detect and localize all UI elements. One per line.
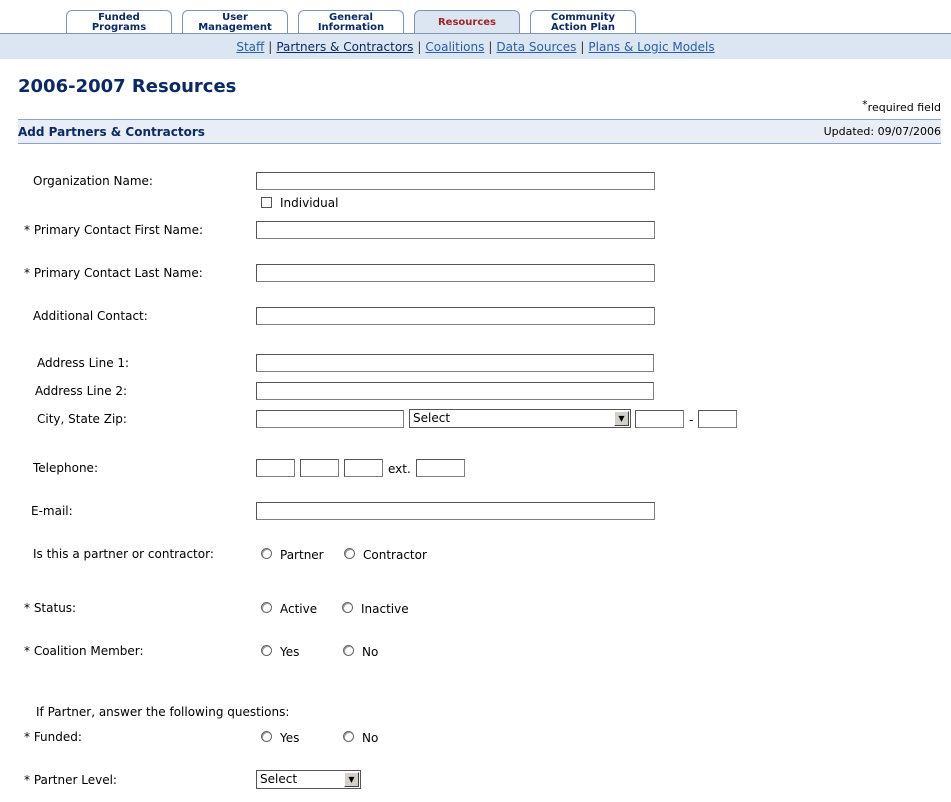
additional-contact-label: Additional Contact:: [33, 309, 148, 323]
subnav-coalitions[interactable]: Coalitions: [425, 40, 485, 54]
coalition-yes-label: Yes: [280, 645, 300, 659]
address1-label: Address Line 1:: [37, 356, 130, 370]
phone-area-input[interactable]: [256, 459, 295, 477]
last-name-input[interactable]: [256, 264, 655, 282]
separator: |: [417, 40, 422, 54]
page-title: 2006-2007 Resources: [18, 76, 237, 97]
partner-or-contractor-label: Is this a partner or contractor:: [33, 547, 214, 561]
email-label: E-mail:: [31, 504, 73, 518]
separator: |: [580, 40, 585, 54]
funded-yes-radio[interactable]: [261, 731, 272, 742]
individual-label: Individual: [280, 196, 339, 210]
subnav-data-sources[interactable]: Data Sources: [496, 40, 577, 54]
state-select-value: Select: [413, 411, 451, 425]
funded-no-radio[interactable]: [343, 731, 354, 742]
tab-label: User Management: [198, 12, 272, 33]
zip-ext-input[interactable]: [698, 410, 737, 428]
partner-questions-label: If Partner, answer the following questions:: [36, 705, 290, 719]
section-title: Add Partners & Contractors: [18, 125, 205, 139]
dropdown-arrow-icon: ▼: [344, 772, 359, 787]
tab-funded-programs[interactable]: [66, 10, 172, 34]
tab-general-information[interactable]: [298, 10, 404, 34]
city-state-zip-label: City, State Zip:: [37, 412, 127, 426]
phone-line-input[interactable]: [344, 459, 383, 477]
required-note-text: required field: [867, 101, 941, 114]
partner-level-select-value: Select: [260, 772, 298, 786]
zip-input[interactable]: [635, 410, 684, 428]
individual-checkbox[interactable]: [261, 197, 272, 208]
partner-option-label: Partner: [280, 548, 324, 562]
updated-date: Updated: 09/07/2006: [823, 125, 941, 138]
first-name-input[interactable]: [256, 221, 655, 239]
phone-prefix-input[interactable]: [300, 459, 339, 477]
tab-community-action-plan[interactable]: [530, 10, 636, 34]
active-radio[interactable]: [261, 602, 272, 613]
tab-user-management[interactable]: [182, 10, 288, 34]
address1-input[interactable]: [256, 354, 654, 372]
partner-radio[interactable]: [261, 548, 272, 559]
org-name-input[interactable]: [256, 172, 655, 190]
address2-input[interactable]: [256, 382, 654, 400]
coalition-no-radio[interactable]: [343, 645, 354, 656]
city-input[interactable]: [256, 410, 404, 428]
last-name-label: * Primary Contact Last Name:: [24, 266, 203, 280]
section-header: [18, 119, 941, 144]
phone-ext-input[interactable]: [416, 459, 465, 477]
required-star: *: [862, 98, 868, 111]
inactive-radio[interactable]: [342, 602, 353, 613]
tab-label: General Information: [317, 12, 385, 33]
telephone-label: Telephone:: [33, 461, 98, 475]
subnav-staff[interactable]: Staff: [236, 40, 265, 54]
contractor-option-label: Contractor: [363, 548, 427, 562]
separator: |: [488, 40, 493, 54]
sub-navigation: [0, 34, 951, 59]
separator: |: [268, 40, 273, 54]
funded-no-label: No: [362, 731, 379, 745]
additional-contact-input[interactable]: [256, 307, 655, 325]
partner-level-select[interactable]: [256, 770, 361, 789]
tab-label: Funded Programs: [91, 12, 147, 33]
partner-level-label: * Partner Level:: [24, 773, 117, 787]
subnav-plans-logic-models[interactable]: Plans & Logic Models: [588, 40, 715, 54]
subnav-partners-contractors[interactable]: Partners & Contractors: [276, 40, 414, 54]
tab-resources[interactable]: [414, 10, 520, 34]
zip-dash: -: [689, 413, 694, 427]
contractor-radio[interactable]: [344, 548, 355, 559]
tab-label: Resources: [437, 17, 497, 28]
funded-yes-label: Yes: [280, 731, 300, 745]
tab-label: Community Action Plan: [550, 12, 615, 33]
inactive-option-label: Inactive: [361, 602, 409, 616]
org-name-label: Organization Name:: [33, 174, 153, 188]
funded-label: * Funded:: [24, 730, 82, 744]
state-select[interactable]: [409, 409, 631, 428]
dropdown-arrow-icon: ▼: [614, 411, 629, 426]
address2-label: Address Line 2:: [35, 384, 128, 398]
coalition-yes-radio[interactable]: [261, 645, 272, 656]
coalition-member-label: * Coalition Member:: [24, 644, 144, 658]
active-option-label: Active: [280, 602, 318, 616]
first-name-label: * Primary Contact First Name:: [24, 223, 204, 237]
coalition-no-label: No: [362, 645, 379, 659]
status-label: * Status:: [24, 601, 77, 615]
required-field-note: [862, 98, 941, 114]
email-input[interactable]: [256, 502, 655, 520]
ext-label: ext.: [388, 462, 411, 476]
